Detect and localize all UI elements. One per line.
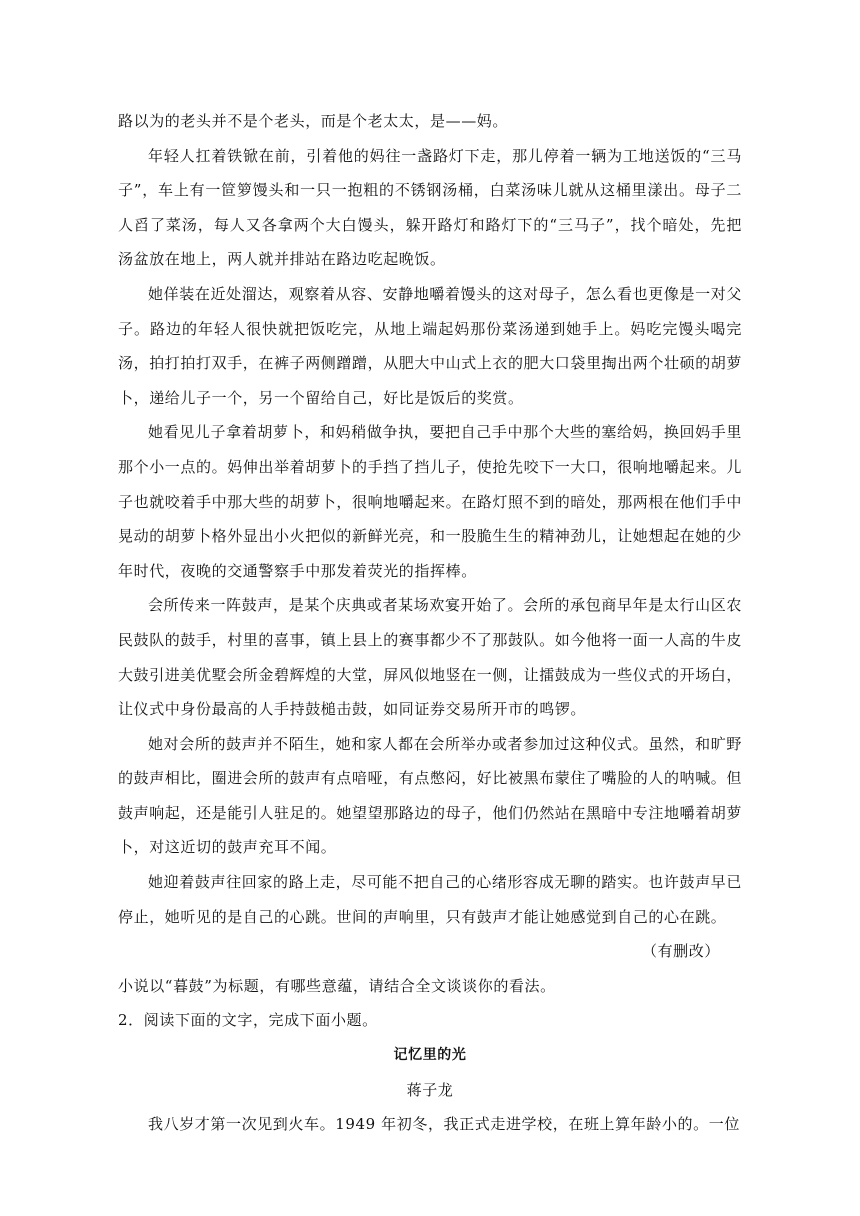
paragraph-continued: 路以为的老头并不是个老头，而是个老太太，是——妈。 [118,112,509,130]
paragraph-4: 会所传来一阵鼓声，是某个庆典或者某场欢宴开始了。会所的承包商早年是太行山区农民鼓队的鼓手，村里的喜事，镇上县上的赛事都少不了那鼓队。如今他将一面一人高的牛皮大鼓引进美优墅会所金碧辉煌的大堂，屏风似地竖在一侧，让擂鼓成为一些仪式的开场白，让仪式中身份最高的人手持鼓槌击鼓，如同证券交易所开市的鸣锣。 [118,596,743,719]
paragraph-2: 她佯装在近处溜达，观察着从容、安静地嚼着馒头的这对母子，怎么看也更像是一对父子。路边的年轻人很快就把饭吃完，从地上端起妈那份菜汤递到她手上。妈吃完馒头喝完汤，拍打拍打双手，在裤子两侧蹭蹭，从肥大中山式上衣的肥大口袋里掏出两个壮硕的胡萝卜，递给儿子一个，另一个留给自己，好比是饭后的奖赏。 [118,284,743,407]
paragraph-1: 年轻人扛着铁锨在前，引着他的妈往一盏路灯下走，那儿停着一辆为工地送饭的“三马子”，车上有一笸箩馒头和一只一抱粗的不锈钢汤桶，白菜汤味儿就从这桶里漾出。母子二人舀了菜汤，每人又各拿两个大白馒头，躲开路灯和路灯下的“三马子”，找个暗处，先把汤盆放在地上，两人就并排站在路边吃起晚饭。 [118,146,742,269]
paragraph-6: 她迎着鼓声往回家的路上走，尽可能不把自己的心绪形容成无聊的踏实。也许鼓声早已停止，她听见的是自己的心跳。世间的声响里，只有鼓声才能让她感觉到自己的心在跳。 [118,873,742,926]
question-2-heading: 2．阅读下面的文字，完成下面小题。 [118,1011,378,1030]
paragraph-3: 她看见儿子拿着胡萝卜，和妈稍做争执，要把自己手中那个大些的塞给妈，换回妈手里那个小一点的。妈伸出举着胡萝卜的手挡了挡儿子，使抢先咬下一大口，很响地嚼起来。儿子也就咬着手中那大些的胡萝卜，很响地嚼起来。在路灯照不到的暗处，那两根在他们手中晃动的胡萝卜格外显出小火把似的新鲜光亮，和一股脆生生的精神劲儿，让她想起在她的少年时代，夜晚的交通警察手中那发着荧光的指挥棒。 [118,423,743,580]
article-title: 记忆里的光 [393,1047,467,1064]
question-text: 小说以“暮鼓”为标题，有哪些意蕴，请结合全文谈谈你的看法。 [118,976,556,995]
article-author: 蒋子龙 [406,1080,454,1099]
paragraph-5: 她对会所的鼓声并不陌生，她和家人都在会所举办或者参加过这种仪式。虽然，和旷野的鼓声相比，圈进会所的鼓声有点喑哑，有点憋闷，好比被黑布蒙住了嘴脸的人的呐喊。但鼓声响起，还是能引人驻足的。她望望那路边的母子，他们仍然站在黑暗中专注地嚼着胡萝卜，对这近切的鼓声充耳不闻。 [118,734,743,857]
paragraph-7: 我八岁才第一次见到火车。1949 年初冬，我正式走进学校，在班上算年龄小的。一位 [148,1115,740,1134]
source-note: （有删改） [641,942,720,961]
article-body [118,104,742,1142]
